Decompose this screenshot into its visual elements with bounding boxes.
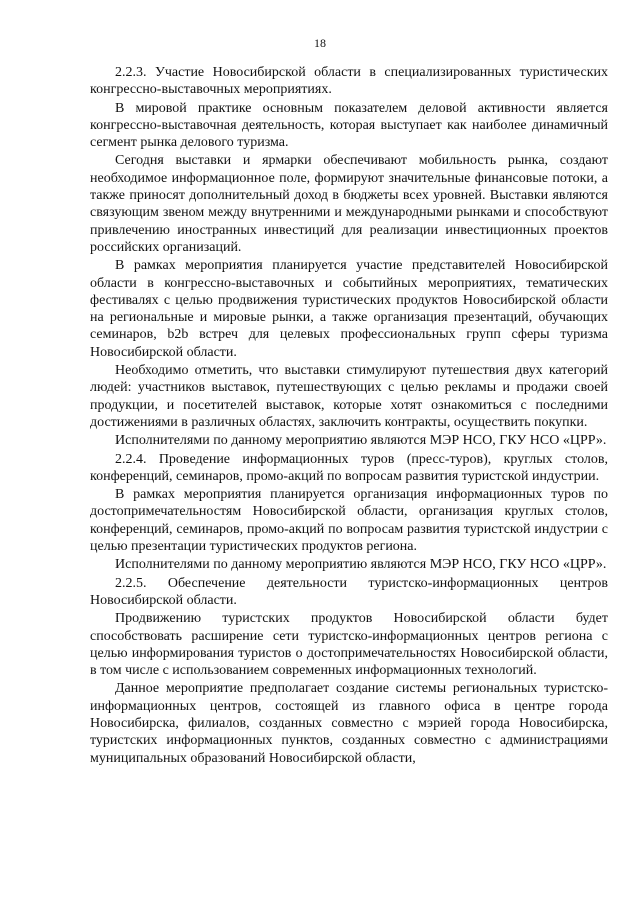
paragraph: Продвижению туристских продуктов Новосибирской области будет способствовать расширение сети туристско-информационных центров региона с целью информирования туристов о достопримечательностях Новосибирской области, в том числе с использованием современных информационных технологий. [90,611,608,679]
paragraph: Сегодня выставки и ярмарки обеспечивают мобильность рынка, создают необходимое информационное поле, формируют значительные финансовые потоки, а также приносят дополнительный доход в бюджеты всех уровней. Выставки являются связующим звеном между внутренними и международными рынками и способствуют привлечению иностранных инвестиций для реализации инвестиционных проектов российских организаций. [90,153,608,255]
paragraph: 2.2.5. Обеспечение деятельности туристско-информационных центров Новосибирской области. [90,575,608,608]
paragraph: Исполнителями по данному мероприятию являются МЭР НСО, ГКУ НСО «ЦРР». [115,433,607,449]
paragraph: Данное мероприятие предполагает создание системы региональных туристско-информационных центров, состоящей из главного офиса в центре города Новосибирска, филиалов, созданных совместно с мэрией города Новосибирска, туристских информационных пунктов, созданных совместно с администрациями муниципальных образований Новосибирской области, [90,681,608,766]
paragraph: В рамках мероприятия планируется организация информационных туров по достопримечательностям Новосибирской области, организация круглых столов, конференций, семинаров, промо-акций по вопросам развития туристской индустрии с целью презентации туристических продуктов региона. [90,487,608,555]
page-number: 18 [314,36,326,50]
paragraph: 2.2.4. Проведение информационных туров (пресс-туров), круглых столов, конференций, семинаров, промо-акций по вопросам развития туристской индустрии. [90,451,608,484]
paragraph: Необходимо отметить, что выставки стимулируют путешествия двух категорий людей: участников выставок, путешествующих с целью рекламы и продажи своей продукции, и посетителей выставок, которые хотят ознакомиться с последними достижениями в различных областях, заключить контракты, осуществить покупки. [90,363,608,430]
paragraph: В мировой практике основным показателем деловой активности является конгрессно-выставочная деятельность, которая выступает как наиболее динамичный сегмент рынка делового туризма. [90,100,608,151]
paragraph: В рамках мероприятия планируется участие представителей Новосибирской области в конгрессно-выставочных и событийных мероприятиях, тематических фестивалях с целью продвижения туристических продуктов Новосибирской области на региональные и мировые рынки, а также организация презентаций, обучающих семинаров, b2b встреч для целевых профессиональных групп сферы туризма Новосибирской области. [90,258,608,360]
paragraph: 2.2.3. Участие Новосибирской области в специализированных туристических конгрессно-выставочных мероприятиях. [90,65,608,98]
paragraph: Исполнителями по данному мероприятию являются МЭР НСО, ГКУ НСО «ЦРР». [115,557,607,573]
document-body [90,64,608,768]
